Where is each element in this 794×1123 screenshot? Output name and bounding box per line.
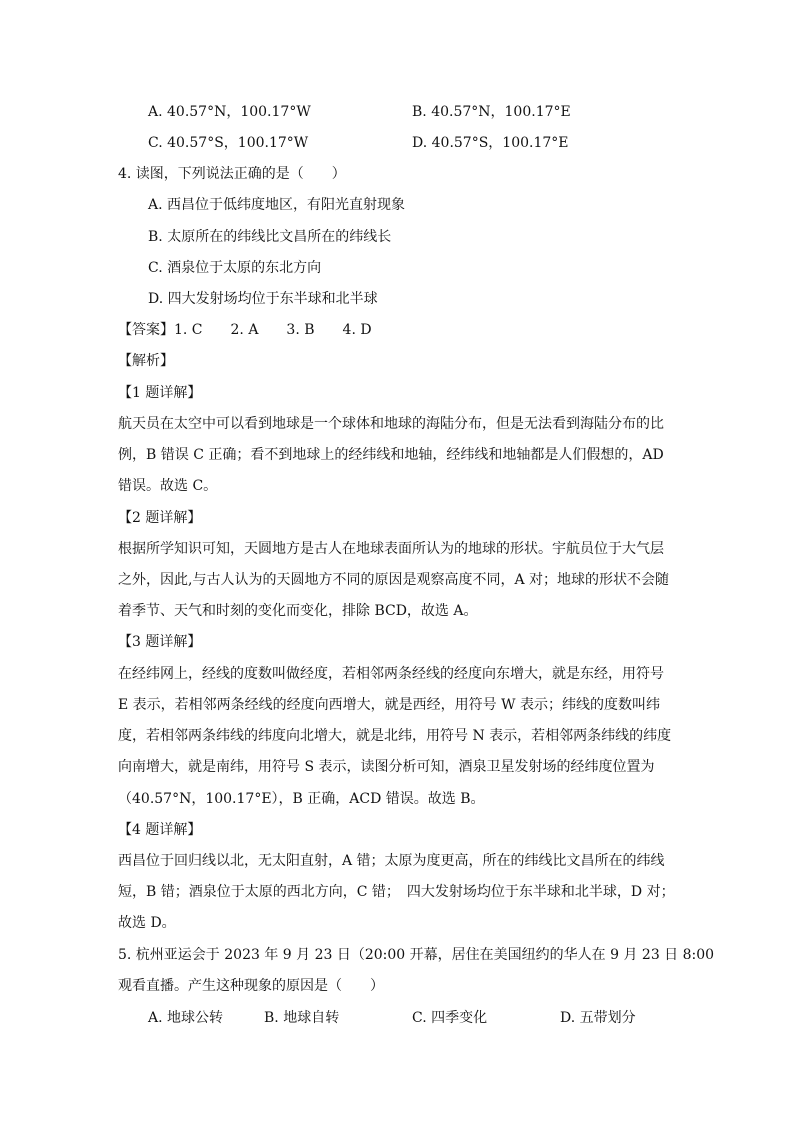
- q3-option-b: B. 40.57°N，100.17°E: [412, 104, 571, 120]
- detail-3-title: 【3 题详解】: [118, 634, 202, 650]
- detail-3-line: （40.57°N，100.17°E），B 正确，ACD 错误。故选 B。: [118, 791, 485, 807]
- detail-1-line: 错误。故选 C。: [118, 478, 218, 494]
- detail-1-line: 航天员在太空中可以看到地球是一个球体和地球的海陆分布，但是无法看到海陆分布的比: [118, 416, 664, 432]
- q5-option-b: B. 地球自转: [264, 1010, 340, 1026]
- q5-option-d: D. 五带划分: [560, 1010, 636, 1026]
- q4-option-a: A. 西昌位于低纬度地区，有阳光直射现象: [148, 197, 406, 213]
- detail-2-line: 根据所学知识可知，天圆地方是古人在地球表面所认为的地球的形状。宇航员位于大气层: [118, 541, 664, 557]
- analysis-label: 【解析】: [118, 353, 174, 369]
- detail-3-line: 在经纬网上，经线的度数叫做经度，若相邻两条经线的经度向东增大，就是东经，用符号: [118, 666, 664, 682]
- q5-stem-line: 5. 杭州亚运会于 2023 年 9 月 23 日（20:00 开幕，居住在美国纽约的华人在 9 月 23 日 8:00: [118, 947, 715, 963]
- detail-4-line: 西昌位于回归线以北，无太阳直射，A 错；太原为度更高，所在的纬线比文昌所在的纬线: [118, 853, 665, 869]
- q4-option-d: D. 四大发射场均位于东半球和北半球: [148, 291, 378, 307]
- detail-1-line: 例，B 错误 C 正确；看不到地球上的经纬线和地轴，经纬线和地轴都是人们假想的，AD: [118, 447, 664, 463]
- detail-3-line: 度，若相邻两条纬线的纬度向北增大，就是北纬，用符号 N 表示，若相邻两条纬线的纬度: [118, 728, 672, 744]
- q4-stem: 4. 读图，下列说法正确的是（ ）: [118, 166, 346, 182]
- detail-3-line: E 表示，若相邻两条经线的经度向西增大，就是西经，用符号 W 表示；纬线的度数叫纬: [118, 697, 660, 713]
- detail-1-title: 【1 题详解】: [118, 385, 202, 401]
- q5-option-a: A. 地球公转: [148, 1010, 224, 1026]
- answer-line: 【答案】1. C 2. A 3. B 4. D: [118, 322, 372, 338]
- detail-4-line: 短，B 错；酒泉位于太原的西北方向，C 错； 四大发射场均位于东半球和北半球，D 对；: [118, 884, 675, 900]
- detail-2-title: 【2 题详解】: [118, 510, 202, 526]
- q5-option-c: C. 四季变化: [412, 1010, 488, 1026]
- q3-option-a: A. 40.57°N，100.17°W: [148, 104, 311, 120]
- detail-4-line: 故选 D。: [118, 915, 176, 931]
- detail-2-line: 着季节、天气和时刻的变化而变化，排除 BCD，故选 A。: [118, 603, 478, 619]
- q4-option-b: B. 太原所在的纬线比文昌所在的纬线长: [148, 229, 392, 245]
- detail-4-title: 【4 题详解】: [118, 822, 202, 838]
- q4-option-c: C. 酒泉位于太原的东北方向: [148, 260, 322, 276]
- q3-option-d: D. 40.57°S，100.17°E: [412, 135, 569, 151]
- q5-stem-line: 观看直播。产生这种现象的原因是（ ）: [118, 978, 384, 994]
- detail-3-line: 向南增大，就是南纬，用符号 S 表示，读图分析可知，酒泉卫星发射场的经纬度位置为: [118, 759, 655, 775]
- detail-2-line: 之外，因此,与古人认为的天圆地方不同的原因是观察高度不同，A 对；地球的形状不会随: [118, 572, 670, 588]
- q3-option-c: C. 40.57°S，100.17°W: [148, 135, 309, 151]
